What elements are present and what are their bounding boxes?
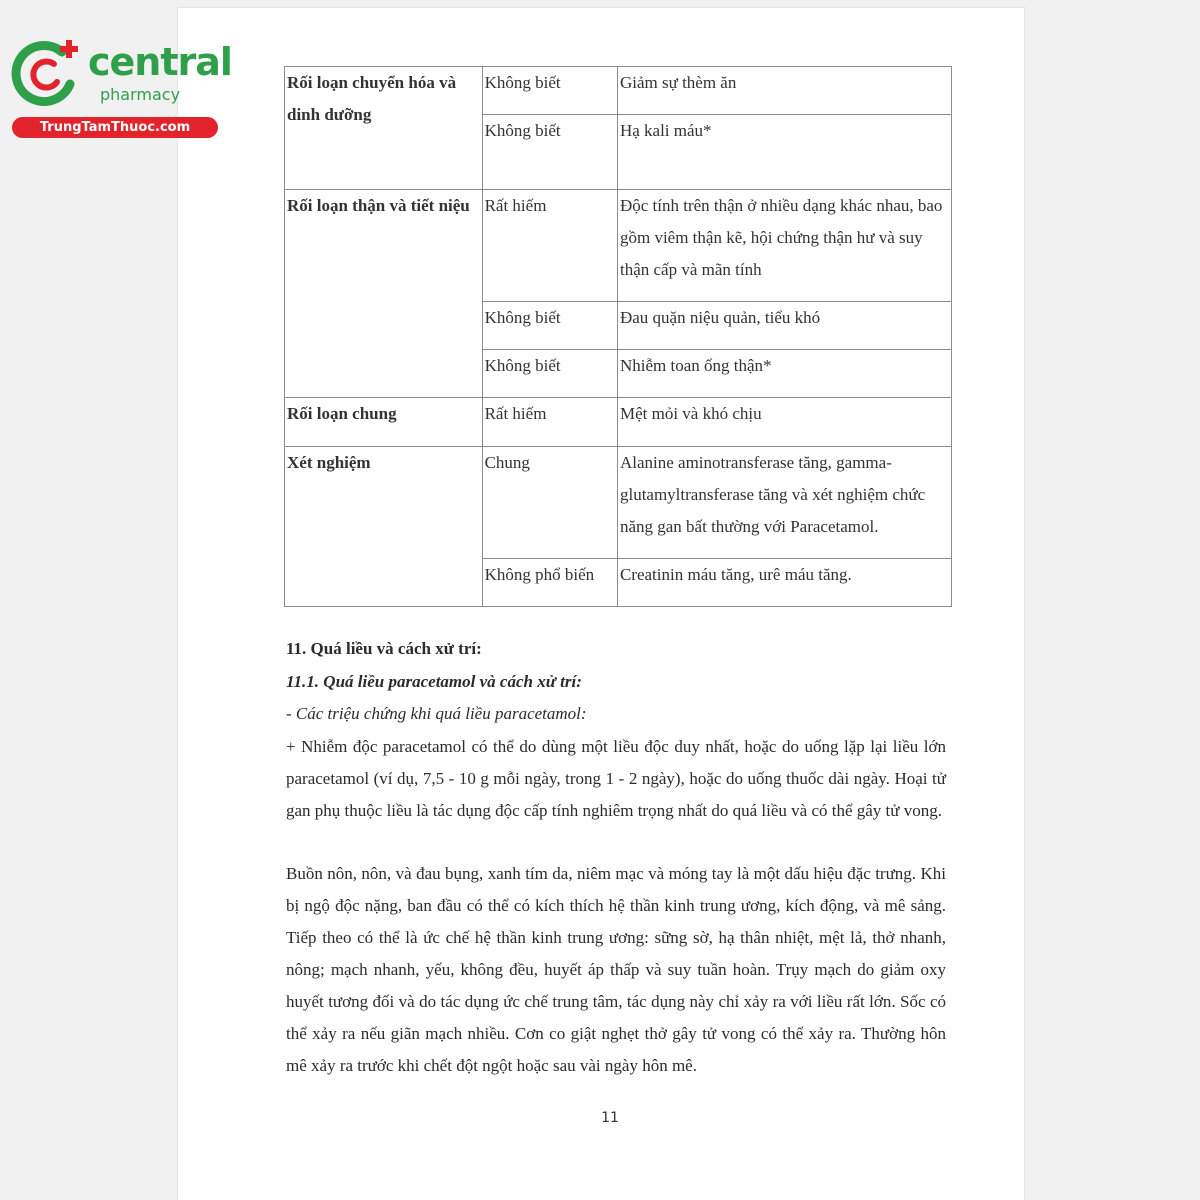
effect-cell: Độc tính trên thận ở nhiều dạng khác nhau, bao gồm viêm thận kẽ, hội chứng thận hư và suy thận cấp và mãn tính: [617, 190, 951, 302]
category-cell: Xét nghiệm: [285, 447, 483, 607]
subsection-heading: 11.1. Quá liều paracetamol và cách xử trí:: [286, 672, 582, 691]
side-effects-table: [284, 66, 952, 607]
table-row: [285, 67, 952, 115]
symptoms-label: - Các triệu chứng khi quá liều paracetamol:: [286, 704, 587, 723]
frequency-cell: Không biết: [482, 67, 617, 115]
effect-cell: Nhiễm toan ống thận*: [617, 350, 951, 398]
category-cell: Rối loạn thận và tiết niệu: [285, 190, 483, 398]
page-number: 11: [601, 1110, 619, 1126]
frequency-cell: Chung: [482, 447, 617, 559]
table-row: [285, 190, 952, 302]
frequency-cell: Không biết: [482, 302, 617, 350]
table-row: [285, 447, 952, 559]
section-heading: 11. Quá liều và cách xử trí:: [286, 639, 482, 658]
central-pharmacy-logo-icon: [10, 38, 82, 110]
table-row: [285, 398, 952, 447]
effect-cell: Đau quặn niệu quản, tiểu khó: [617, 302, 951, 350]
overdose-paragraph-1: + Nhiễm độc paracetamol có thể do dùng một liều độc duy nhất, hoặc do uống lặp lại liều lớn paracetamol (ví dụ, 7,5 - 10 g mỗi ngày, trong 1 - 2 ngày), hoặc do uống thuốc dài ngày. Hoại tử gan phụ thuộc liều là tác dụng độc cấp tính nghiêm trọng nhất do quá liều và có thể gây tử vong.: [286, 737, 946, 820]
frequency-cell: Không biết: [482, 350, 617, 398]
logo-url[interactable]: TrungTamThuoc.com: [12, 117, 218, 138]
logo-name: central: [88, 40, 232, 84]
effect-cell: Creatinin máu tăng, urê máu tăng.: [617, 559, 951, 607]
effect-cell: Giảm sự thèm ăn: [617, 67, 951, 115]
category-cell: Rối loạn chuyển hóa và dinh dưỡng: [285, 67, 483, 190]
effect-cell: Mệt mỏi và khó chịu: [617, 398, 951, 447]
effect-cell: Alanine aminotransferase tăng, gamma-glutamyltransferase tăng và xét nghiệm chức năng gan bất thường với Paracetamol.: [617, 447, 951, 559]
frequency-cell: Rất hiếm: [482, 190, 617, 302]
frequency-cell: Rất hiếm: [482, 398, 617, 447]
category-cell: Rối loạn chung: [285, 398, 483, 447]
overdose-paragraph-2: Buồn nôn, nôn, và đau bụng, xanh tím da, niêm mạc và móng tay là một dấu hiệu đặc trưng. Khi bị ngộ độc nặng, ban đầu có thể có kích thích hệ thần kinh trung ương, kích động, và mê sảng. Tiếp theo có thể là ức chế hệ thần kinh trung ương: sững sờ, hạ thân nhiệt, mệt lả, thở nhanh, nông; mạch nhanh, yếu, không đều, huyết áp thấp và suy tuần hoàn. Trụy mạch do giảm oxy huyết tương đối và do tác dụng ức chế trung tâm, tác dụng này chỉ xảy ra với liều rất lớn. Sốc có thể xảy ra nếu giãn mạch nhiều. Cơn co giật nghẹt thở gây tử vong có thể xảy ra. Thường hôn mê xảy ra trước khi chết đột ngột hoặc sau vài ngày hôn mê.: [286, 864, 946, 1075]
pharmacy-logo[interactable]: [10, 38, 232, 138]
frequency-cell: Không biết: [482, 115, 617, 190]
logo-subtitle: pharmacy: [100, 85, 181, 104]
effect-cell: Hạ kali máu*: [617, 115, 951, 190]
frequency-cell: Không phổ biến: [482, 559, 617, 607]
